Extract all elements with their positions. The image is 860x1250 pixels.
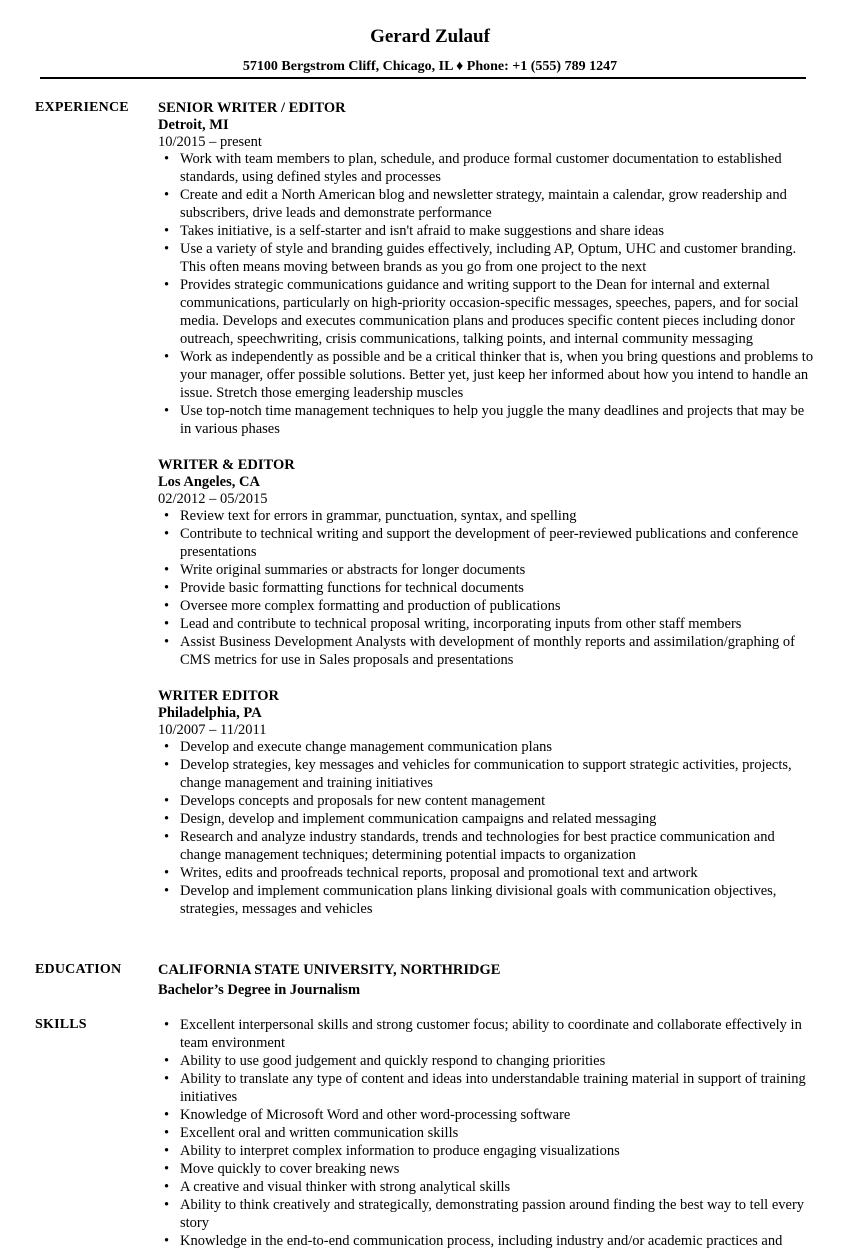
list-item: • Write original summaries or abstracts for longer documents bbox=[158, 561, 818, 579]
job-title: WRITER EDITOR bbox=[158, 688, 279, 704]
job-location: Philadelphia, PA bbox=[158, 705, 262, 721]
job-entry bbox=[158, 456, 818, 669]
degree: Bachelor’s Degree in Journalism bbox=[158, 982, 361, 998]
list-item: • Writes, edits and proofreads technical reports, proposal and promotional text and artwork bbox=[158, 864, 818, 882]
list-item: • Assist Business Development Analysts with development of monthly reports and assimilation/graphing of CMS metrics for use in Sales proposals and presentations bbox=[158, 633, 818, 669]
list-item: • Knowledge in the end-to-end communication process, including industry and/or academic practices and bbox=[158, 1232, 818, 1250]
list-item: • Use a variety of style and branding guides effectively, including AP, Optum, UHC and customer branding. This often means moving between brands as you go from one project to the next bbox=[158, 240, 818, 276]
experience-heading: EXPERIENCE bbox=[35, 100, 129, 115]
education-body bbox=[158, 961, 818, 999]
job-entry bbox=[158, 687, 818, 918]
list-item: • Develops concepts and proposals for new content management bbox=[158, 792, 818, 810]
list-item: • Move quickly to cover breaking news bbox=[158, 1160, 818, 1178]
experience-list bbox=[158, 99, 818, 933]
list-item: • Lead and contribute to technical proposal writing, incorporating inputs from other staff members bbox=[158, 615, 818, 633]
contact-line: 57100 Bergstrom Cliff, Chicago, IL ♦ Phone: +1 (555) 789 1247 bbox=[242, 59, 618, 74]
list-item: • Takes initiative, is a self-starter and isn't afraid to make suggestions and share ideas bbox=[158, 222, 818, 240]
list-item: • Design, develop and implement communication campaigns and related messaging bbox=[158, 810, 818, 828]
job-entry bbox=[158, 99, 818, 438]
job-bullets bbox=[158, 738, 818, 918]
list-item: • A creative and visual thinker with strong analytical skills bbox=[158, 1178, 818, 1196]
list-item: • Use top-notch time management techniques to help you juggle the many deadlines and projects that may be in various phases bbox=[158, 402, 818, 438]
skills-heading: SKILLS bbox=[35, 1017, 87, 1032]
job-bullets bbox=[158, 507, 818, 669]
list-item: • Develop strategies, key messages and vehicles for communication to support strategic activities, projects, change management and training initiatives bbox=[158, 756, 818, 792]
list-item: • Develop and implement communication plans linking divisional goals with communication objectives, strategies, messages and vehicles bbox=[158, 882, 818, 918]
job-location: Los Angeles, CA bbox=[158, 474, 260, 490]
list-item: • Ability to think creatively and strategically, demonstrating passion around finding the best way to tell every story bbox=[158, 1196, 818, 1232]
list-item: • Provide basic formatting functions for technical documents bbox=[158, 579, 818, 597]
list-item: • Oversee more complex formatting and production of publications bbox=[158, 597, 818, 615]
list-item: • Knowledge of Microsoft Word and other word-processing software bbox=[158, 1106, 818, 1124]
list-item: • Develop and execute change management communication plans bbox=[158, 738, 818, 756]
list-item: • Provides strategic communications guidance and writing support to the Dean for internal and external communications, particularly on high-priority occasion-specific messages, speeches, papers, and for social media. Develops and executes communication plans and produces specific content pieces including donor outreach, speechwriting, crisis communications, talking points, and internal community messaging bbox=[158, 276, 818, 348]
list-item: • Work as independently as possible and be a critical thinker that is, when you bring questions and problems to your manager, offer possible solutions. Better yet, just keep her informed about how you intend to handle an issue. Stretch those emerging leadership muscles bbox=[158, 348, 818, 402]
candidate-name: Gerard Zulauf bbox=[370, 26, 490, 47]
list-item: • Review text for errors in grammar, punctuation, syntax, and spelling bbox=[158, 507, 818, 525]
skills-body bbox=[158, 1016, 818, 1250]
job-dates: 02/2012 – 05/2015 bbox=[158, 491, 268, 507]
list-item: • Create and edit a North American blog and newsletter strategy, maintain a calendar, grow readership and subscribers, drive leads and demonstrate performance bbox=[158, 186, 818, 222]
list-item: • Ability to interpret complex information to produce engaging visualizations bbox=[158, 1142, 818, 1160]
job-location: Detroit, MI bbox=[158, 117, 229, 133]
job-title: SENIOR WRITER / EDITOR bbox=[158, 100, 346, 116]
list-item: • Excellent oral and written communication skills bbox=[158, 1124, 818, 1142]
list-item: • Research and analyze industry standards, trends and technologies for best practice communication and change management techniques; determining potential impacts to organization bbox=[158, 828, 818, 864]
list-item: • Ability to translate any type of content and ideas into understandable training material in support of training initiatives bbox=[158, 1070, 818, 1106]
list-item: • Contribute to technical writing and support the development of peer-reviewed publications and conference presentations bbox=[158, 525, 818, 561]
education-heading: EDUCATION bbox=[35, 962, 122, 977]
list-item: • Excellent interpersonal skills and strong customer focus; ability to coordinate and collaborate effectively in team environment bbox=[158, 1016, 818, 1052]
header-divider bbox=[40, 77, 806, 79]
skills-list bbox=[158, 1016, 818, 1250]
school-name: CALIFORNIA STATE UNIVERSITY, NORTHRIDGE bbox=[158, 962, 501, 978]
list-item: • Ability to use good judgement and quickly respond to changing priorities bbox=[158, 1052, 818, 1070]
job-dates: 10/2007 – 11/2011 bbox=[158, 722, 267, 738]
job-bullets bbox=[158, 150, 818, 438]
job-title: WRITER & EDITOR bbox=[158, 457, 295, 473]
list-item: • Work with team members to plan, schedule, and produce formal customer documentation to established standards, using defined styles and processes bbox=[158, 150, 818, 186]
job-dates: 10/2015 – present bbox=[158, 134, 262, 150]
